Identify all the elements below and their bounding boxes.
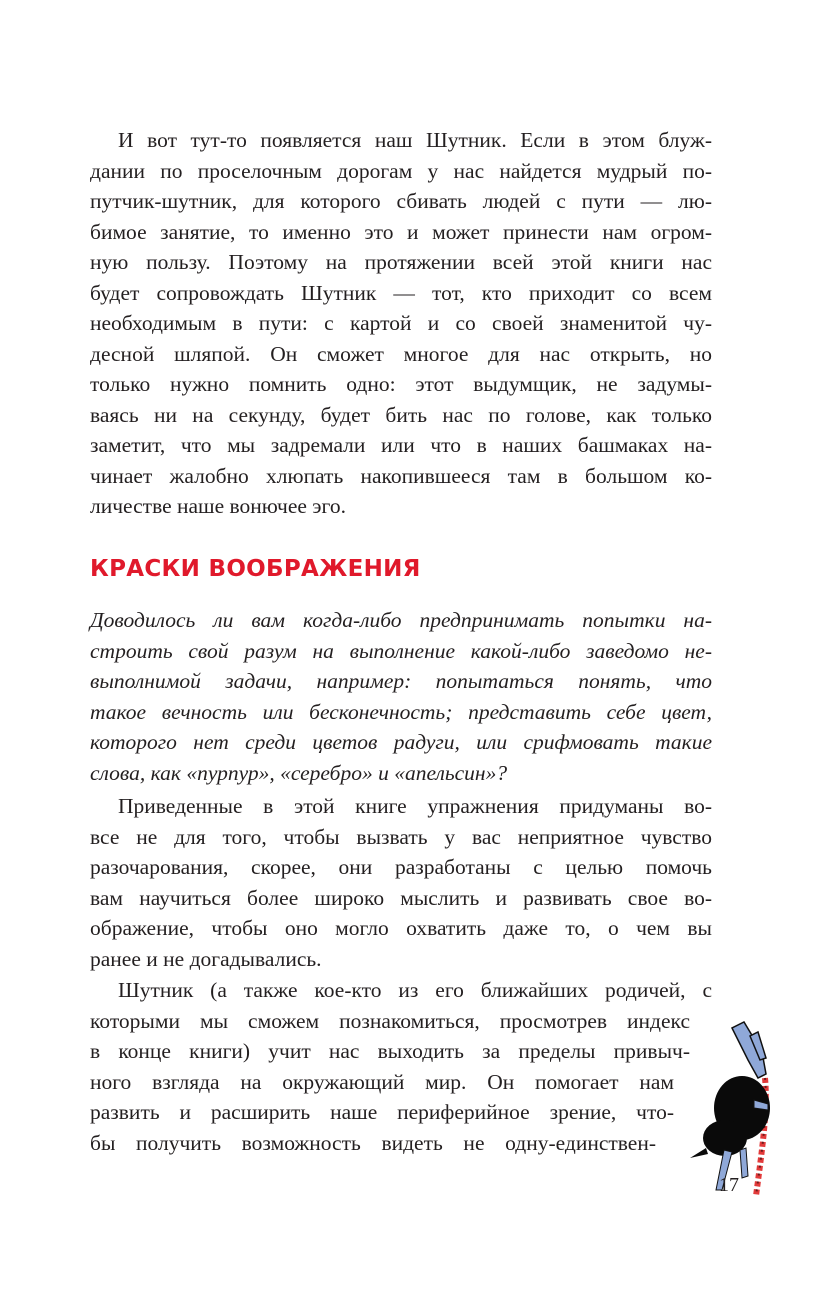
text-line: заметит, что мы задремали или что в наших башмаках на-	[90, 433, 712, 457]
text-line: развить и расширить наше периферийное зрение, что-	[90, 1100, 674, 1124]
text-line: будет сопровождать Шутник — тот, кто приходит со всем	[90, 280, 712, 305]
text-line: такое вечность или бесконечность; представить себе цвет,	[90, 699, 712, 724]
italic-paragraph	[90, 605, 712, 788]
text-line: ображение, чтобы оно могло охватить даже то, о чем вы	[90, 916, 712, 940]
paragraph-2	[90, 791, 712, 974]
trickster-illustration	[670, 1000, 800, 1200]
text-line: слова, как «пурпур», «серебро» и «апельсин»?	[90, 760, 508, 785]
text-line: бимое занятие, то именно это и может принести нам огром-	[90, 219, 712, 244]
text-line: десной шляпой. Он сможет многое для нас открыть, но	[90, 341, 712, 366]
text-line: строить свой разум на выполнение какой-либо заведомо не-	[90, 638, 712, 663]
text-line: И вот тут-то появляется наш Шутник. Если в этом блуж-	[118, 128, 712, 152]
text-line: вам научиться более широко мыслить и развивать свое во-	[90, 885, 712, 910]
text-line: Приведенные в этой книге упражнения придуманы во-	[118, 794, 712, 818]
text-line: ранее и не догадывались.	[90, 946, 322, 971]
text-line: только нужно помнить одно: этот выдумщик, не задумы-	[90, 372, 712, 396]
text-line: которого нет среди цветов радуги, или срифмовать такие	[90, 730, 712, 754]
text-line: в конце книги) учит нас выходить за пределы привыч-	[90, 1039, 690, 1063]
text-line: ную пользу. Поэтому на протяжении всей этой книги нас	[90, 250, 712, 274]
text-line: Доводилось ли вам когда-либо предпринимать попытки на-	[90, 608, 712, 632]
text-line: необходимым в пути: с картой и со своей знаменитой чу-	[90, 311, 712, 335]
paragraph-3	[90, 975, 712, 1158]
paragraph-1	[90, 125, 712, 522]
text-line: выполнимой задачи, например: попытаться понять, что	[90, 669, 712, 693]
text-line: Шутник (а также кое-кто из его ближайших родичей, с	[118, 978, 712, 1002]
text-line: все не для того, чтобы вызвать у вас неприятное чувство	[90, 824, 712, 849]
text-line: чинает жалобно хлюпать накопившееся там в большом ко-	[90, 463, 712, 488]
page-number: 17	[719, 1174, 739, 1196]
text-line: разочарования, скорее, они разработаны с целью помочь	[90, 855, 712, 879]
text-line: ваясь ни на секунду, будет бить нас по голове, как только	[90, 402, 712, 427]
text-line: бы получить возможность видеть не одну-единствен-	[90, 1130, 656, 1155]
text-line: дании по проселочным дорогам у нас найдется мудрый по-	[90, 158, 712, 183]
text-line: личестве наше вонючее эго.	[90, 494, 346, 518]
text-line: ного взгляда на окружающий мир. Он помогает нам	[90, 1069, 674, 1094]
section-heading: КРАСКИ ВООБРАЖЕНИЯ	[90, 556, 421, 582]
text-line: которыми мы сможем познакомиться, просмотрев индекс	[90, 1008, 690, 1033]
text-line: путчик-шутник, для которого сбивать людей с пути — лю-	[90, 189, 712, 213]
